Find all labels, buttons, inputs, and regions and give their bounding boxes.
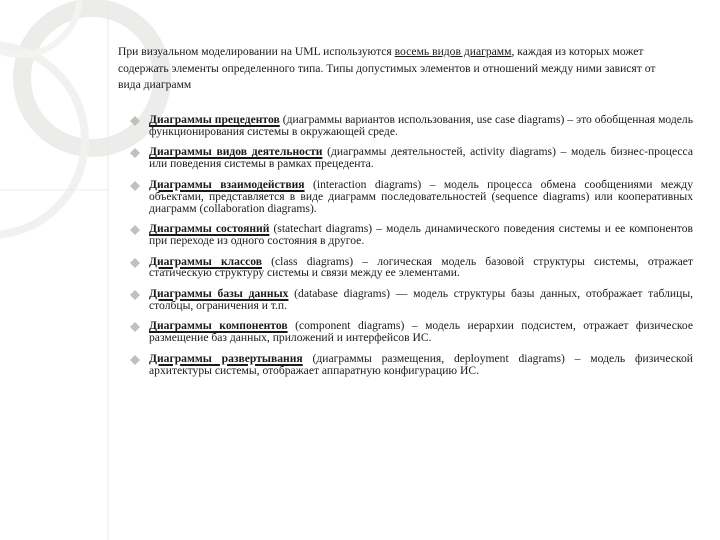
item-description: (диаграммы вариантов использования, use case diagrams) – это обобщенная модель функционирования системы в окружающей среде. xyxy=(149,113,694,138)
item-term: Диаграммы прецедентов xyxy=(149,113,280,126)
diamond-bullet-icon xyxy=(130,225,140,235)
diagram-types-list xyxy=(130,114,693,385)
diamond-bullet-icon xyxy=(130,355,140,365)
item-term: Диаграммы базы данных xyxy=(149,286,289,300)
list-item xyxy=(130,288,693,312)
item-description: (interaction diagrams) – модель процесса обмена сообщениями между объектами, представляется в виде диаграмм последовательностей (sequence diagrams) или кооперативных диаграмм (collaboration diagrams). xyxy=(149,177,693,215)
diamond-bullet-icon xyxy=(130,116,140,126)
list-item xyxy=(130,256,693,280)
diamond-bullet-icon xyxy=(130,148,140,158)
diamond-bullet-icon xyxy=(130,258,140,268)
list-item xyxy=(130,146,693,170)
list-item xyxy=(130,320,693,344)
intro-paragraph xyxy=(118,44,673,94)
diamond-bullet-icon xyxy=(130,290,140,300)
item-term: Диаграммы компонентов xyxy=(149,319,288,333)
item-term: Диаграммы состояний xyxy=(149,222,270,236)
item-description: (диаграммы деятельностей, activity diagrams) – модель бизнес-процесса или поведения системы в рамках прецедента. xyxy=(149,145,693,171)
list-item xyxy=(130,353,693,377)
list-item xyxy=(130,114,693,138)
list-item xyxy=(130,223,693,247)
item-description: (диаграммы размещения, deployment diagrams) – модель физической архитектуры системы, отображает аппаратную конфигурацию ИС. xyxy=(149,351,693,377)
item-term: Диаграммы взаимодействия xyxy=(149,177,305,191)
item-term: Диаграммы видов деятельности xyxy=(149,145,323,159)
intro-underlined-text: восемь видов диаграмм xyxy=(394,45,512,58)
diamond-bullet-icon xyxy=(130,181,140,191)
diamond-bullet-icon xyxy=(130,322,140,332)
intro-text-2: , каждая из которых может содержать элементы определенного типа. Типы допустимых элементов и отношений между ними зависят от вида диаграмм xyxy=(118,45,656,91)
item-term: Диаграммы классов xyxy=(149,254,263,268)
intro-text-1: При визуальном моделировании на UML используются xyxy=(118,45,395,58)
item-description: (statechart diagrams) – модель динамического поведения системы и ее компонентов при переходе из одного состояния в другое. xyxy=(149,222,693,248)
item-description: (database diagrams) — модель структуры базы данных, отображает таблицы, столбцы, ограничения и т.п. xyxy=(149,286,694,312)
item-description: (component diagrams) – модель иерархии подсистем, отражает физическое размещение баз данных, приложений и интерфейсов ИС. xyxy=(149,319,693,345)
item-term: Диаграммы развертывания xyxy=(149,351,303,365)
list-item xyxy=(130,179,693,215)
item-description: (class diagrams) – логическая модель базовой структуры системы, отражает статическую структуру системы и связи между ее элементами. xyxy=(149,254,693,280)
